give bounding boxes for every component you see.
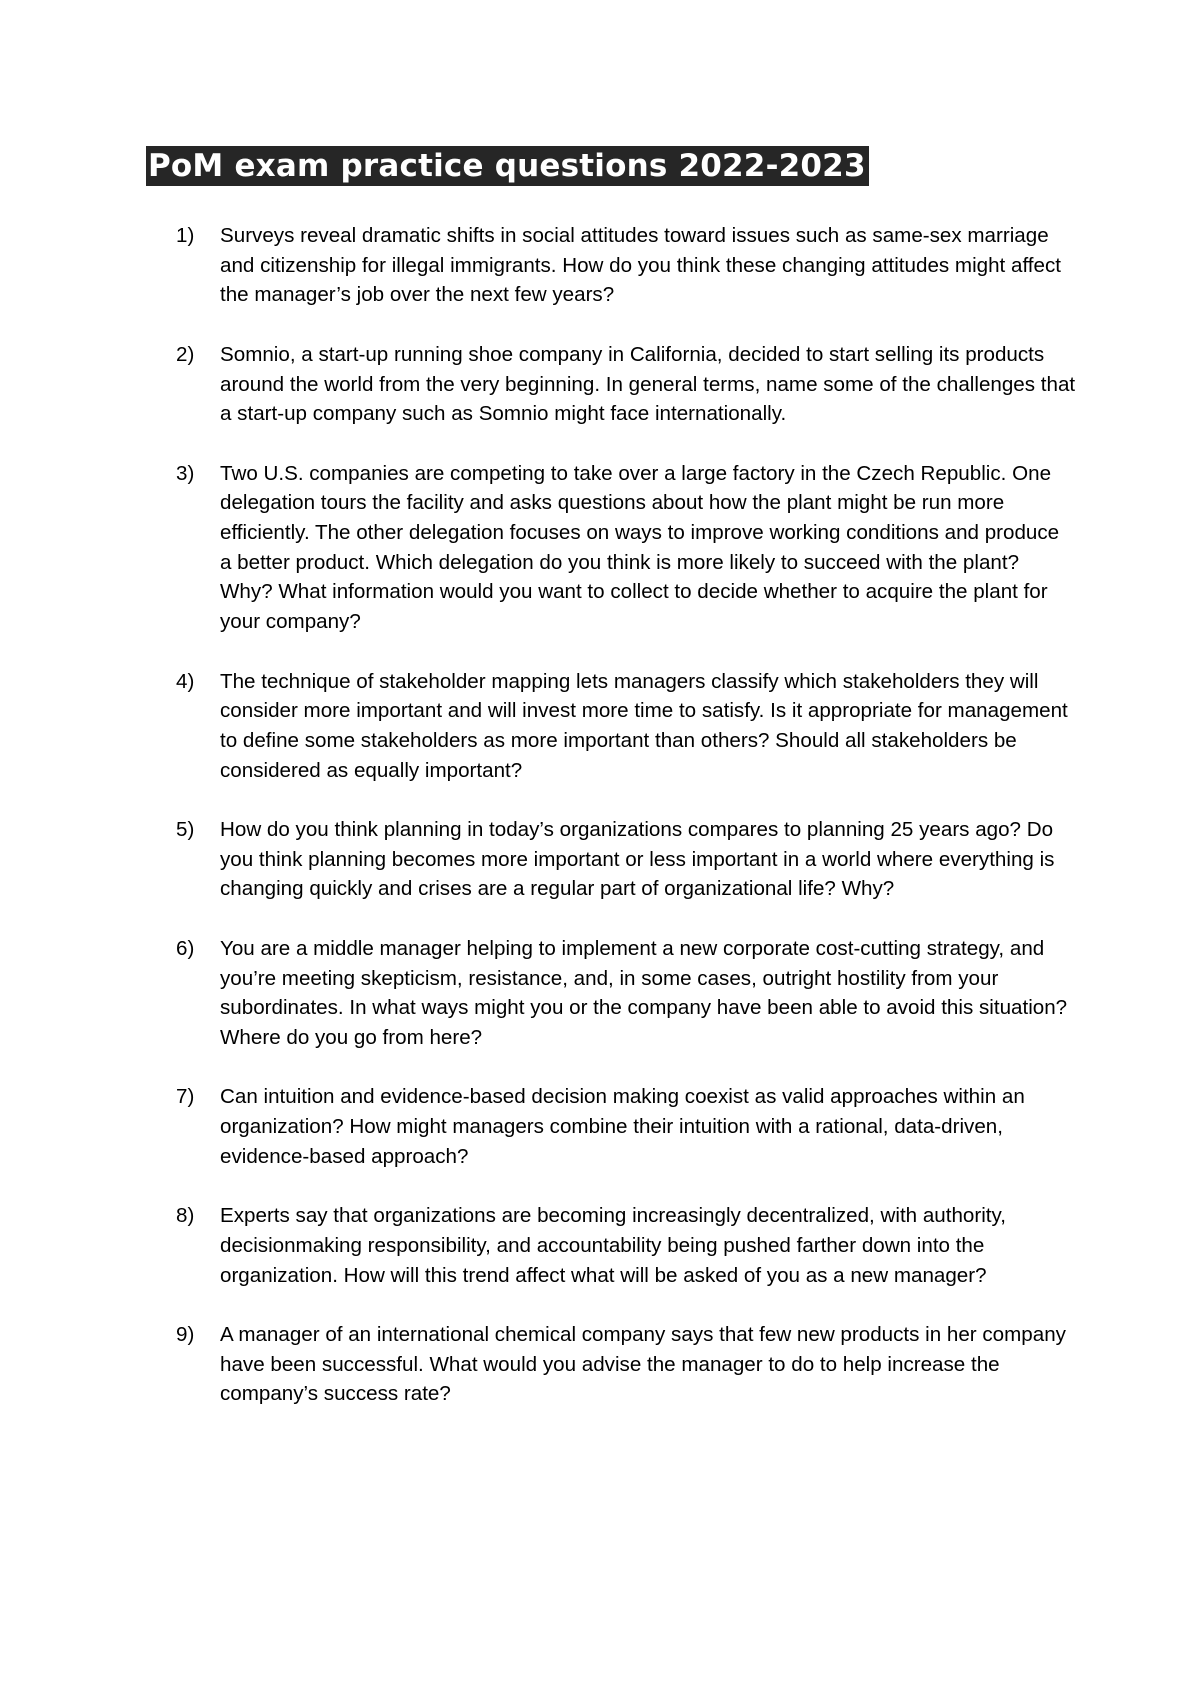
question-list xyxy=(176,221,1076,1439)
question-text: Two U.S. companies are competing to take over a large factory in the Czech Republic. One delegation tours the facility and asks questions about how the plant might be run more efficiently. The other delegation focuses on ways to improve working conditions and produce a better product. Which delegation do you think is more likely to succeed with the plant? Why? What information would you want to collect to decide whether to acquire the plant for your company? xyxy=(220,461,1060,634)
question-text: Somnio, a start-up running shoe company in California, decided to start selling its products around the world from the very beginning. In general terms, name some of the challenges that a start-up company such as Somnio might face internationally. xyxy=(220,342,1076,426)
question-number: 4) xyxy=(176,669,195,693)
question-text: Surveys reveal dramatic shifts in social attitudes toward issues such as same-sex marriage and citizenship for illegal immigrants. How do you think these changing attitudes might affect the manager’s job over the next few years? xyxy=(220,224,1061,307)
question-item xyxy=(176,340,1076,429)
question-number: 3) xyxy=(176,461,195,485)
question-number: 8) xyxy=(176,1204,195,1228)
question-text: Experts say that organizations are becoming increasingly decentralized, with authority, decisionmaking responsibility, and accountability being pushed farther down into the organization. How will this trend affect what will be asked of you as a new manager? xyxy=(220,1204,1007,1287)
document-title: PoM exam practice questions 2022-2023 xyxy=(146,146,869,186)
question-item xyxy=(176,459,1076,637)
question-item xyxy=(176,1082,1076,1171)
question-text: A manager of an international chemical company says that few new products in her company have been successful. What would you advise the manager to do to help increase the company’s success rate? xyxy=(220,1322,1066,1406)
question-item xyxy=(176,1320,1076,1409)
question-text: You are a middle manager helping to implement a new corporate cost-cutting strategy, and you’re meeting skepticism, resistance, and, in some cases, outright hostility from your subordinates. In what ways might you or the company have been able to avoid this situation? Where do you go from here? xyxy=(220,936,1068,1049)
question-item xyxy=(176,667,1076,786)
question-number: 6) xyxy=(176,936,195,960)
question-number: 2) xyxy=(176,342,195,366)
question-number: 1) xyxy=(176,224,195,247)
question-item xyxy=(176,934,1076,1053)
question-item xyxy=(176,221,1076,310)
question-text: How do you think planning in today’s organizations compares to planning 25 years ago? Do you think planning becomes more important or less important in a world where everything is changing quickly and crises are a regular part of organizational life? Why? xyxy=(220,818,1055,901)
question-item xyxy=(176,1201,1076,1290)
question-number: 7) xyxy=(176,1085,195,1109)
title-block xyxy=(146,146,869,186)
question-number: 5) xyxy=(176,818,195,841)
question-item xyxy=(176,815,1076,904)
question-number: 9) xyxy=(176,1322,195,1346)
question-text: Can intuition and evidence-based decision making coexist as valid approaches within an organization? How might managers combine their intuition with a rational, data-driven, evidence-based approach? xyxy=(220,1085,1025,1168)
question-text: The technique of stakeholder mapping lets managers classify which stakeholders they will consider more important and will invest more time to satisfy. Is it appropriate for management to define some stakeholders as more important than others? Should all stakeholders be considered as equally important? xyxy=(220,669,1068,782)
